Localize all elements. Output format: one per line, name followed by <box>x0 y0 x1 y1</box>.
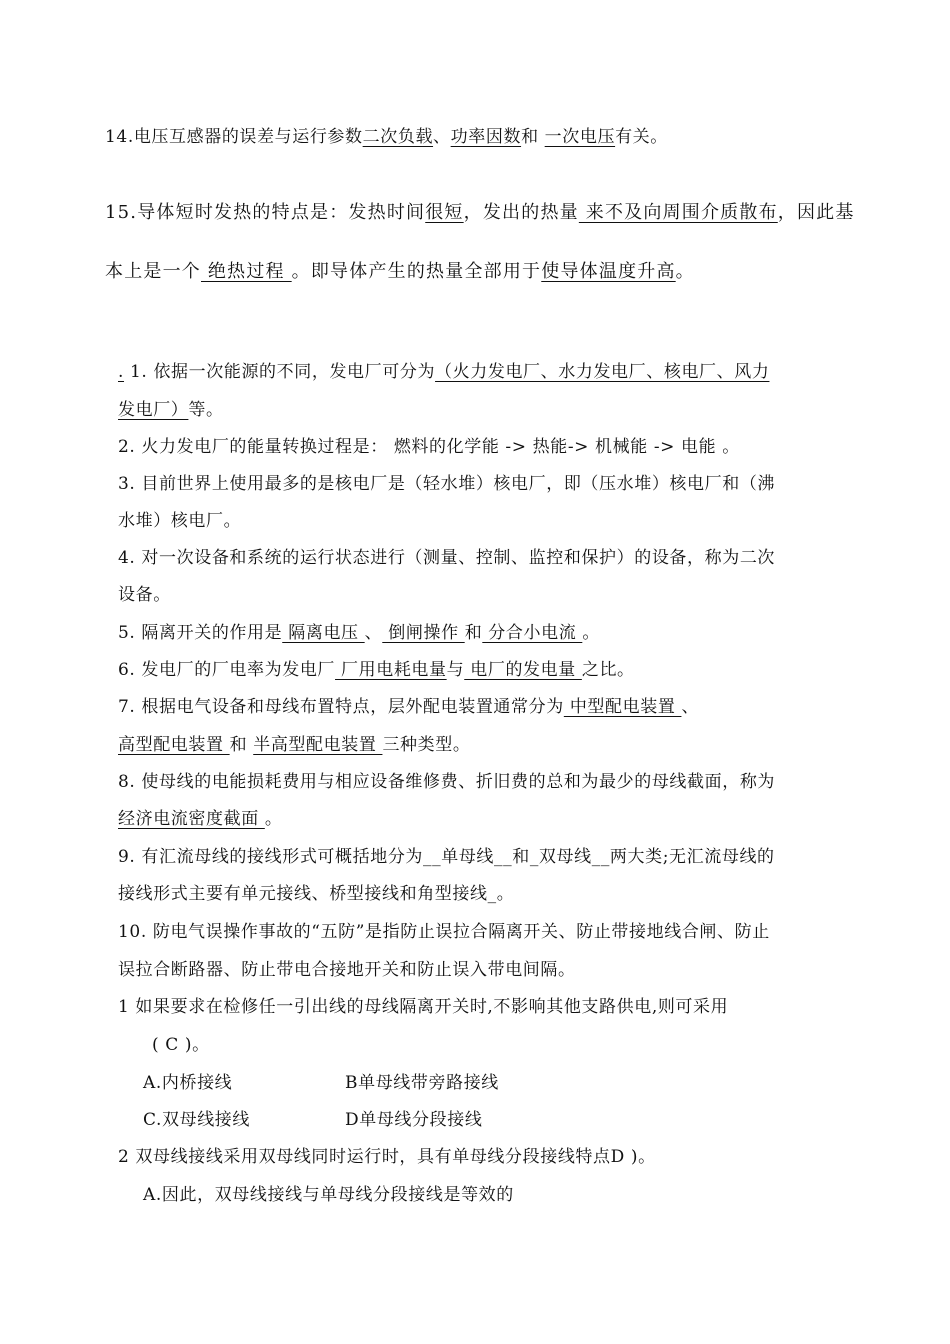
q14-answer-3: 一次电压 <box>544 127 616 147</box>
item-6-answer-1: 厂用电耗电量 <box>335 660 447 680</box>
item-5-answer-2: 倒闸操作 <box>382 623 465 643</box>
item-8-answer: 经济电流密度截面 <box>118 809 265 829</box>
item-7-line-1 <box>118 692 699 717</box>
q14-prefix: 14.电压互感器的误差与运行参数 <box>105 127 363 147</box>
item-4-line-2 <box>118 580 171 605</box>
q15-l1-suffix: ，因此基 <box>777 202 855 223</box>
item-3-line-1 <box>118 469 775 494</box>
item-5-suffix: 。 <box>582 623 600 643</box>
item-7-answer-2: 高型配电装置 <box>118 735 230 755</box>
item-7-line-2 <box>118 730 470 755</box>
item-9-line-2 <box>118 879 514 904</box>
q15-l2-mid: 。即导体产生的热量全部用于 <box>291 261 542 282</box>
item-9-text-2: 接线形式主要有单元接线、桥型接线和角型接线_。 <box>118 884 515 904</box>
item-5 <box>118 618 600 643</box>
mc-2-option-a-text: A.因此，双母线接线与单母线分段接线是等效的 <box>143 1185 514 1205</box>
item-7-answer-3: 半高型配电装置 <box>253 735 383 755</box>
item-10-line-2 <box>118 955 576 980</box>
item-4-text-1: 4. 对一次设备和系统的运行状态进行（测量、控制、监控和保护）的设备，称为二次 <box>118 548 776 568</box>
q14-answer-2: 功率因数 <box>450 127 522 147</box>
item-3-text-2: 水堆）核电厂。 <box>118 511 242 531</box>
item-7-l2-suffix: 三种类型。 <box>382 735 471 755</box>
mc-1-stem-1: 1 如果要求在检修任一引出线的母线隔离开关时,不影响其他支路供电,则可采用 <box>118 997 729 1017</box>
mc-1-option-d-text: D单母线分段接线 <box>345 1110 483 1130</box>
q14-suffix: 有关。 <box>615 127 668 147</box>
q15-l1-mid: ，发出的热量 <box>463 202 579 223</box>
item-1-text: 1. 依据一次能源的不同，发电厂可分为 <box>124 362 436 382</box>
q15-l1-prefix: 15.导体短时发热的特点是：发热时间 <box>105 202 426 223</box>
mc-2-stem-1: 2 双母线接线采用双母线同时运行时，具有单母线分段接线特点D )。 <box>118 1147 656 1167</box>
item-2 <box>118 432 740 457</box>
item-1-answer-part-2: 发电厂） <box>118 400 189 420</box>
q14-sep: 、 <box>433 127 451 147</box>
item-5-prefix: 5. 隔离开关的作用是 <box>118 623 283 643</box>
item-6-answer-2: 电厂的发电量 <box>464 660 582 680</box>
item-1-answer-part-1: （火力发电厂、水力发电厂、核电厂、风力 <box>435 362 770 382</box>
mc-1-option-a <box>143 1068 232 1093</box>
item-10-text-1: 10. 防电气误操作事故的“五防”是指防止误拉合隔离开关、防止带接地线合闸、防止 <box>118 922 770 942</box>
item-10-line-1 <box>118 917 770 942</box>
q15-answer-1: 很短 <box>425 202 464 223</box>
q15-answer-3: 绝热过程 <box>201 261 292 282</box>
q14-and: 和 <box>521 127 545 147</box>
item-1-line-2 <box>118 395 224 420</box>
q15-l2-prefix: 本上是一个 <box>105 261 201 282</box>
mc-1-option-a-text: A.内桥接线 <box>143 1073 233 1093</box>
item-5-and: 和 <box>464 623 483 643</box>
question-15-line-2 <box>105 257 695 283</box>
item-8-text-1: 8. 使母线的电能损耗费用与相应设备维修费、折旧费的总和为最少的母线截面，称为 <box>118 772 776 792</box>
item-3-line-2 <box>118 506 241 531</box>
q15-answer-2: 来不及向周围介质散布 <box>578 202 778 223</box>
item-7-answer-1: 中型配电装置 <box>563 697 682 717</box>
item-6-mid: 与 <box>446 660 465 680</box>
mc-1-option-b <box>345 1068 499 1093</box>
item-9-line-1 <box>118 842 775 867</box>
q15-answer-4: 使导体温度升高 <box>541 261 676 282</box>
item-7-and: 和 <box>229 735 254 755</box>
mc-1-stem-line-1 <box>118 992 728 1017</box>
mc-1-option-d <box>345 1105 482 1130</box>
item-10-text-2: 误拉合断路器、防止带电合接地开关和防止误入带电间隔。 <box>118 960 576 980</box>
item-4-text-2: 设备。 <box>118 585 171 605</box>
item-4-line-1 <box>118 543 775 568</box>
mc-1-option-b-text: B单母线带旁路接线 <box>345 1073 499 1093</box>
mc-1-option-c <box>143 1105 250 1130</box>
mc-2-stem-line-1 <box>118 1142 656 1167</box>
item-8-line-2 <box>118 804 282 829</box>
item-8-suffix: 。 <box>264 809 283 829</box>
item-1-suffix: 等。 <box>188 400 224 420</box>
item-2-text: 2. 火力发电厂的能量转换过程是： 燃料的化学能 -> 热能-> 机械能 -> 电能 。 <box>118 437 740 457</box>
item-5-answer-3: 分合小电流 <box>482 623 583 643</box>
item-1-mark: . <box>118 362 125 382</box>
question-14 <box>105 122 668 147</box>
item-6 <box>118 655 635 680</box>
item-6-suffix: 之比。 <box>581 660 635 680</box>
mc-1-stem-2: ( C )。 <box>152 1035 210 1055</box>
item-9-text-1: 9. 有汇流母线的接线形式可概括地分为__单母线__和_双母线__两大类;无汇流母线的 <box>118 847 775 867</box>
item-1-line-1 <box>118 357 769 382</box>
q15-l2-suffix: 。 <box>675 261 695 282</box>
mc-1-option-c-text: C.双母线接线 <box>143 1110 251 1130</box>
q14-answer-1: 二次负载 <box>362 127 434 147</box>
item-7-prefix: 7. 根据电气设备和母线布置特点，层外配电装置通常分为 <box>118 697 564 717</box>
item-5-sep: 、 <box>364 623 383 643</box>
item-3-text-1: 3. 目前世界上使用最多的是核电厂是（轻水堆）核电厂，即（压水堆）核电厂和（沸 <box>118 474 776 494</box>
item-8-line-1 <box>118 767 775 792</box>
question-15-line-1 <box>105 198 855 224</box>
item-6-prefix: 6. 发电厂的厂电率为发电厂 <box>118 660 336 680</box>
mc-1-stem-line-2 <box>152 1030 210 1055</box>
item-7-l1-suffix: 、 <box>681 697 700 717</box>
item-5-answer-1: 隔离电压 <box>282 623 365 643</box>
mc-2-option-a <box>143 1180 514 1205</box>
